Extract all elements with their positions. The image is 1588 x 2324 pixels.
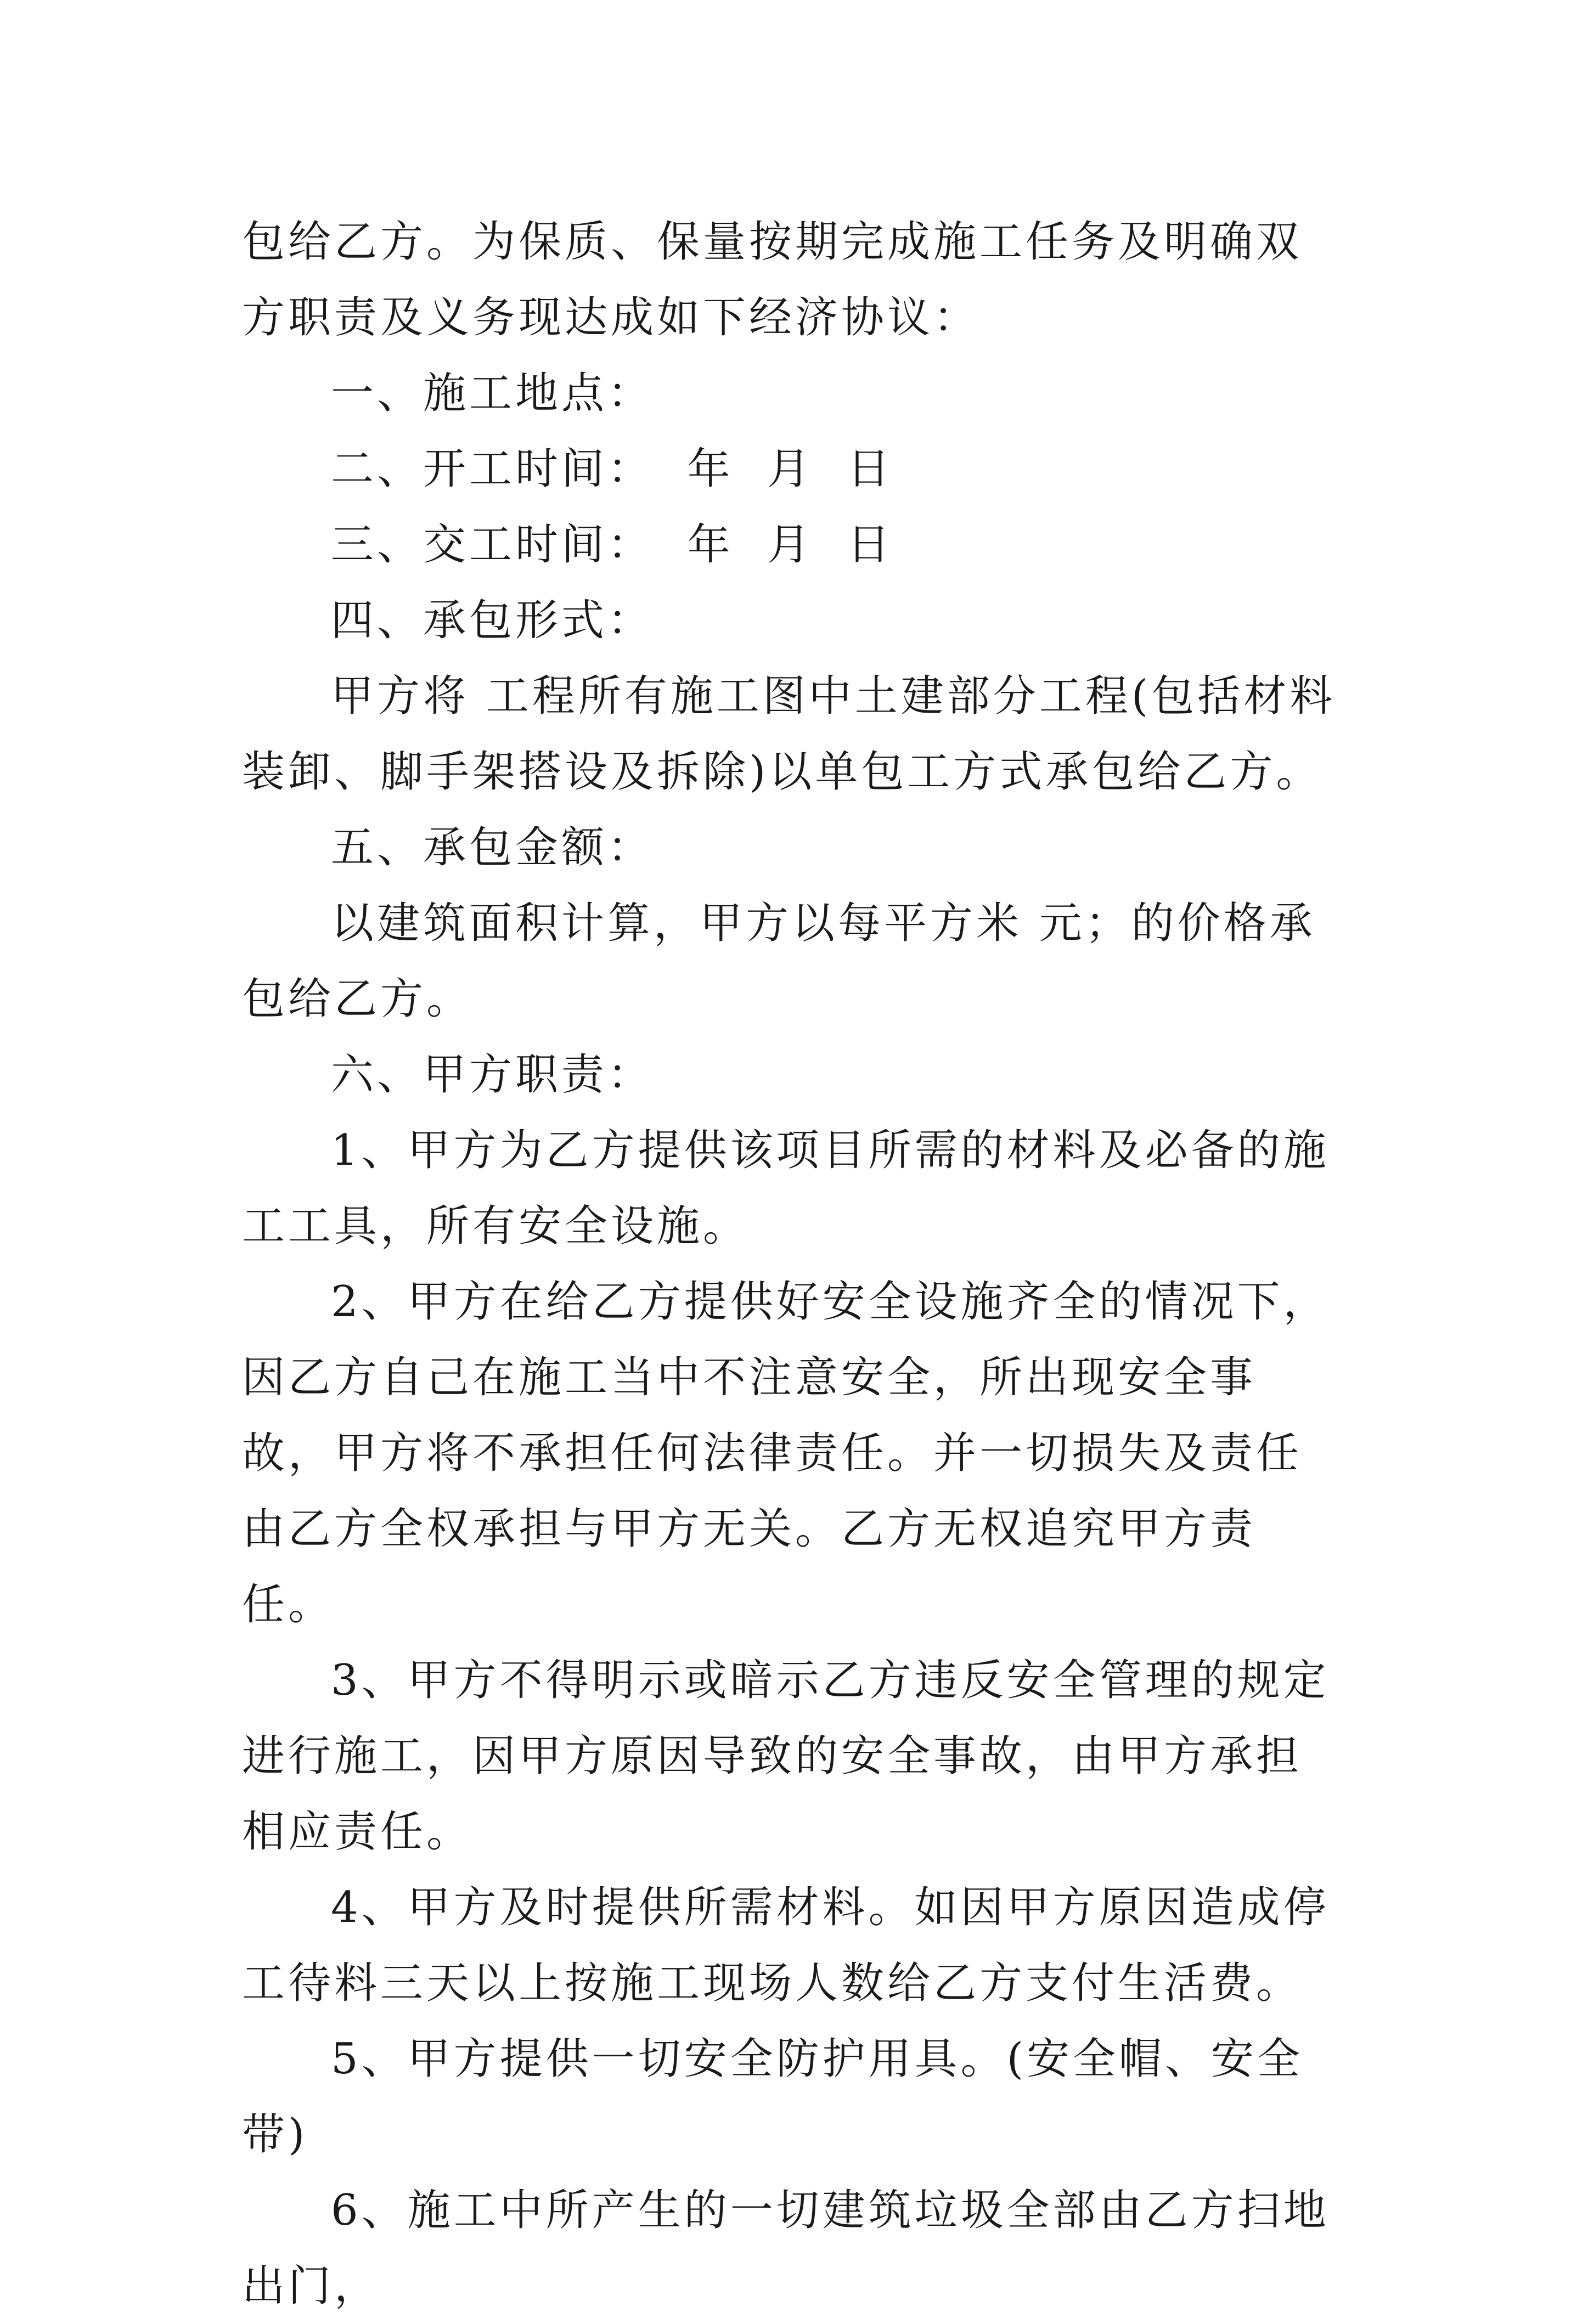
paragraph-contract-amount: 以建筑面积计算，甲方以每平方米 元；的价格承包给乙方。 bbox=[242, 899, 1316, 1024]
document-body bbox=[242, 204, 1346, 2324]
clause-5: 5、甲方提供一切安全防护用具。(安全帽、安全带) bbox=[242, 2034, 1304, 2159]
heading-party-a-duties: 六、甲方职责： bbox=[331, 1050, 654, 1099]
heading-contract-form: 四、承包形式： bbox=[331, 596, 654, 645]
clause-3: 3、甲方不得明示或暗示乙方违反安全管理的规定进行施工，因甲方原因导致的安全事故，由甲方承担相应责任。 bbox=[242, 1656, 1330, 1857]
clause-6: 6、施工中所产生的一切建筑垃圾全部由乙方扫地出门， bbox=[242, 2186, 1330, 2311]
heading-construction-site: 一、施工地点： bbox=[331, 369, 654, 418]
paragraph-preamble: 包给乙方。为保质、保量按期完成施工任务及明确双方职责及义务现达成如下经济协议： bbox=[242, 217, 1303, 342]
heading-contract-amount: 五、承包金额： bbox=[331, 823, 654, 872]
heading-start-date: 二、开工时间： 年 月 日 bbox=[331, 444, 893, 494]
paragraph-contract-form: 甲方将 工程所有施工图中土建部分工程(包括材料装卸、脚手架搭设及拆除)以单包工方式承包给乙方。 bbox=[242, 672, 1336, 797]
clause-2: 2、甲方在给乙方提供好安全设施齐全的情况下，因乙方自己在施工当中不注意安全，所出现安全事故，甲方将不承担任何法律责任。并一切损失及责任由乙方全权承担与甲方无关。乙方无权追究甲方责任。 bbox=[242, 1277, 1330, 1629]
heading-completion-date: 三、交工时间： 年 月 日 bbox=[331, 520, 893, 569]
clause-4: 4、甲方及时提供所需材料。如因甲方原因造成停工待料三天以上按施工现场人数给乙方支付生活费。 bbox=[242, 1883, 1330, 2008]
clause-1: 1、甲方为乙方提供该项目所需的材料及必备的施工工具，所有安全设施。 bbox=[242, 1126, 1330, 1251]
